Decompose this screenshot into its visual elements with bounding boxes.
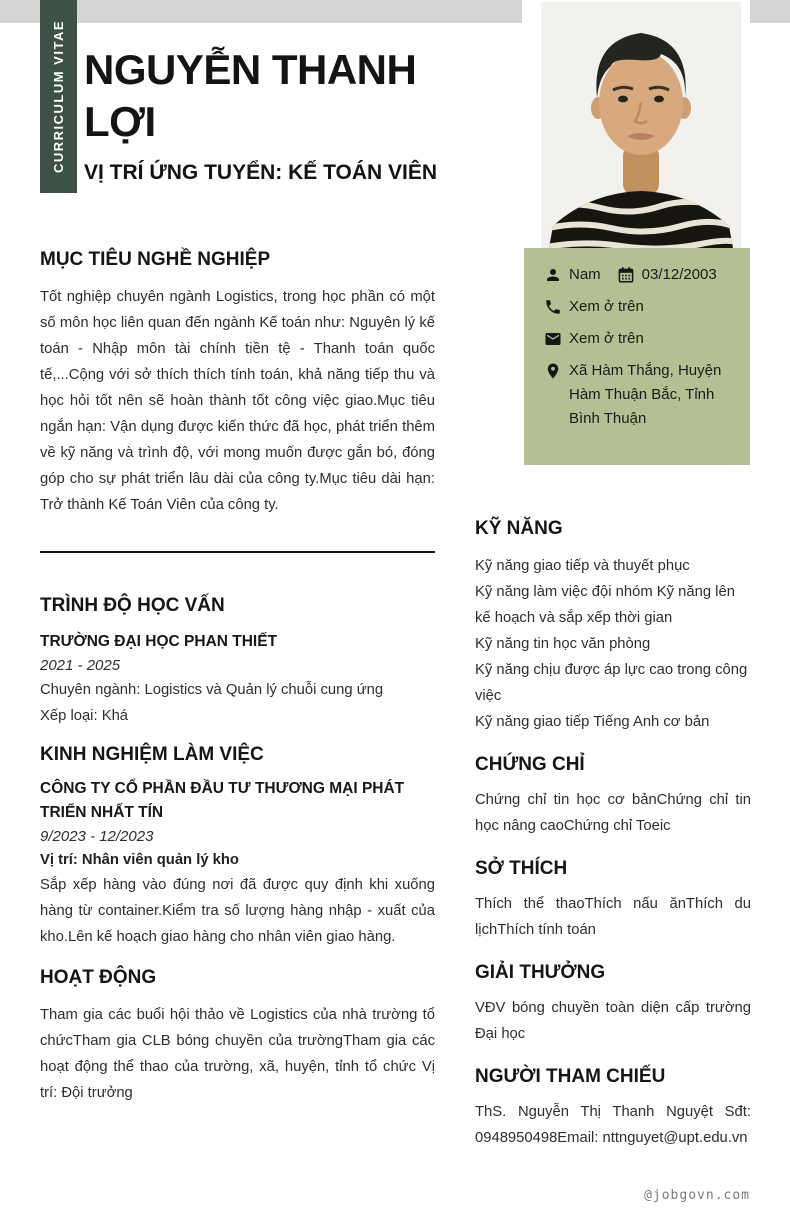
references-body: ThS. Nguyễn Thị Thanh Nguyệt Sđt: 0948950498Email: nttnguyet@upt.edu.vn: [475, 1104, 751, 1146]
email-value: Xem ở trên: [569, 330, 644, 347]
gender-value: Nam: [569, 266, 601, 283]
dob-value: 03/12/2003: [641, 266, 717, 283]
section-awards: [475, 961, 751, 1047]
curriculum-vitae-label: CURRICULUM VITAE: [51, 19, 66, 174]
curriculum-vitae-tab: [40, 0, 77, 193]
objective-title: MỤC TIÊU NGHỀ NGHIỆP: [40, 249, 271, 270]
section-skills: [475, 517, 751, 735]
section-certificates: [475, 753, 751, 839]
awards-title: GIẢI THƯỞNG: [475, 962, 606, 983]
awards-body: VĐV bóng chuyền toàn diện cấp trường Đại học: [475, 1000, 751, 1042]
address-row: [544, 359, 738, 431]
experience-title: KINH NGHIỆM LÀM VIỆC: [40, 744, 264, 765]
right-column: [475, 517, 751, 1151]
calendar-icon: [617, 266, 635, 284]
experience-company: CÔNG TY CỔ PHẦN ĐẦU TƯ THƯƠNG MẠI PHÁT TRIỂN NHẤT TÍN: [40, 780, 405, 821]
skill-item: Kỹ năng làm việc đội nhóm Kỹ năng lên kế hoạch và sắp xếp thời gian: [475, 584, 735, 626]
email-icon: [544, 330, 562, 348]
experience-body: Sắp xếp hàng vào đúng nơi đã được quy định khi xuống hàng từ container.Kiểm tra số lượng hàng nhập - xuất của kho.Lên kế hoạch giao hàng cho nhân viên giao hàng.: [40, 877, 435, 945]
activities-title: HOẠT ĐỘNG: [40, 967, 157, 988]
hobbies-body: Thích thể thaoThích nấu ănThích du lịchThích tính toán: [475, 896, 751, 938]
person-icon: [544, 266, 562, 284]
objective-body: Tốt nghiệp chuyên ngành Logistics, trong học phần có một số môn học liên quan đến ngành Kế toán như: Nguyên lý kế toán - Nhập môn tài chính tiền tệ - Thanh toán quốc tế,...Cộng với sở thích thích tính toán, khả năng tiếp thu và học hỏi tốt nên sẽ hoàn thành tốt công việc giao.Mục tiêu ngắn hạn: Vận dụng được kiến thức đã học, phát triển thêm về kỹ năng và trình độ, với mong muốn được gắn bó, đóng góp cho sự phát triển lâu dài của công ty.Mục tiêu dài hạn: Trở thành Kế Toán Viên của công ty.: [40, 289, 435, 513]
profile-column: [522, 0, 750, 465]
skill-item: Kỹ năng chịu được áp lực cao trong công việc: [475, 662, 748, 704]
header: [84, 44, 448, 185]
section-objective: [40, 248, 435, 518]
watermark: @jobgovn.com: [644, 1188, 750, 1203]
hobbies-title: SỞ THÍCH: [475, 858, 568, 879]
activities-body: Tham gia các buổi hội thảo về Logistics của nhà trường tổ chứcTham gia CLB bóng chuyền của trườngTham gia các hoạt động thể thao của trường, xã, huyện, tỉnh tổ chức Vị trí: Đội trưởng: [40, 1007, 435, 1101]
profile-photo: [541, 2, 741, 248]
certificates-body: Chứng chỉ tin học cơ bảnChứng chỉ tin học nâng caoChứng chỉ Toeic: [475, 792, 751, 834]
section-experience: [40, 743, 435, 950]
phone-icon: [544, 298, 562, 316]
phone-value: Xem ở trên: [569, 298, 644, 315]
skills-title: KỸ NĂNG: [475, 518, 563, 539]
education-title: TRÌNH ĐỘ HỌC VẤN: [40, 595, 225, 616]
experience-period: 9/2023 - 12/2023: [40, 828, 154, 845]
location-pin-icon: [544, 362, 562, 380]
section-activities: [40, 966, 435, 1106]
section-hobbies: [475, 857, 751, 943]
left-column: [40, 248, 435, 1106]
education-school: TRƯỜNG ĐẠI HỌC PHAN THIẾT: [40, 633, 278, 650]
education-major: Chuyên ngành: Logistics và Quản lý chuỗi cung ứng: [40, 682, 384, 698]
gender-dob-row: [544, 263, 738, 287]
skill-item: Kỹ năng giao tiếp và thuyết phục: [475, 558, 690, 574]
email-row: [544, 327, 738, 351]
section-references: [475, 1065, 751, 1151]
section-education: [40, 594, 435, 729]
applied-position: VỊ TRÍ ỨNG TUYỂN: KẾ TOÁN VIÊN: [84, 161, 438, 184]
contact-info-box: [524, 248, 750, 465]
candidate-name: NGUYỄN THANH LỢI: [84, 46, 417, 145]
certificates-title: CHỨNG CHỈ: [475, 754, 585, 775]
skill-item: Kỹ năng giao tiếp Tiếng Anh cơ bản: [475, 714, 710, 730]
skill-item: Kỹ năng tin học văn phòng: [475, 636, 651, 652]
education-grade: Xếp loại: Khá: [40, 708, 129, 724]
phone-row: [544, 295, 738, 319]
education-period: 2021 - 2025: [40, 657, 121, 674]
address-value: Xã Hàm Thắng, Huyện Hàm Thuận Bắc, Tỉnh Bình Thuận: [569, 362, 722, 427]
references-title: NGƯỜI THAM CHIẾU: [475, 1066, 666, 1087]
section-divider: [40, 551, 435, 553]
experience-role: Vị trí: Nhân viên quản lý kho: [40, 852, 239, 868]
